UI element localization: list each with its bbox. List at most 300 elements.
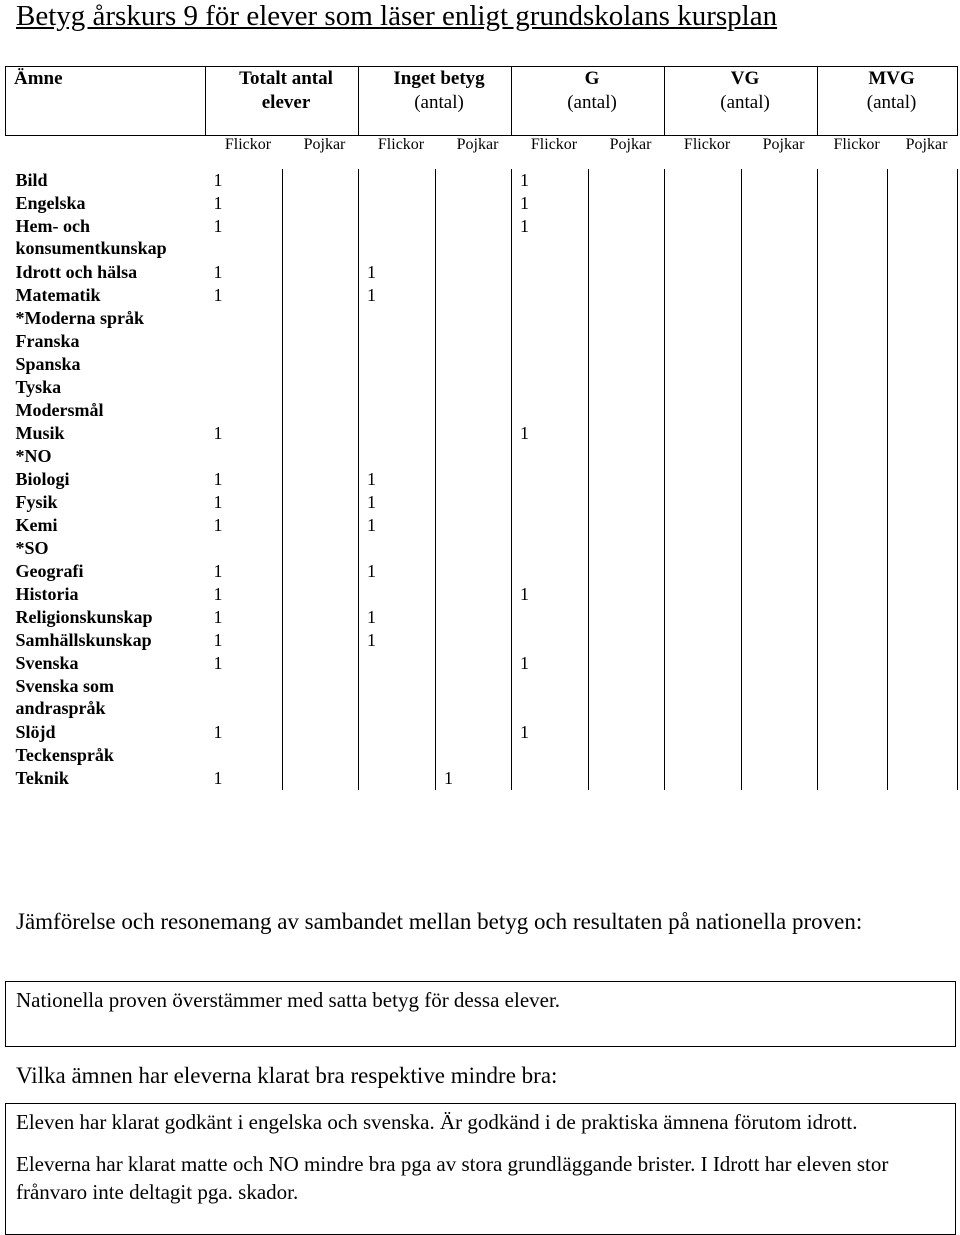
value-cell (888, 767, 958, 790)
value-cell (589, 330, 665, 353)
value-cell (283, 399, 359, 422)
value-cell (665, 606, 742, 629)
value-cell (665, 767, 742, 790)
table-row (6, 307, 958, 330)
value-cell (888, 169, 958, 192)
value-cell (359, 399, 436, 422)
value-cell (436, 560, 512, 583)
value-cell (283, 767, 359, 790)
value-cell (589, 744, 665, 767)
value-cell (589, 721, 665, 744)
value-cell (742, 169, 818, 192)
value-cell: 1 (359, 491, 436, 514)
value-cell (888, 675, 958, 721)
value-cell (818, 583, 888, 606)
value-cell (742, 629, 818, 652)
value-cell (665, 192, 742, 215)
value-cell: 1 (206, 192, 283, 215)
value-cell (665, 169, 742, 192)
table-row (6, 353, 958, 376)
value-cell (742, 468, 818, 491)
value-cell (665, 491, 742, 514)
value-cell (436, 537, 512, 560)
value-cell (888, 652, 958, 675)
value-cell (818, 629, 888, 652)
value-cell (436, 169, 512, 192)
value-cell (589, 307, 665, 330)
value-cell (283, 744, 359, 767)
subject-cell: Tyska (15, 377, 62, 397)
value-cell (206, 399, 283, 422)
table-row (6, 422, 958, 445)
value-cell (283, 629, 359, 652)
value-cell (283, 583, 359, 606)
value-cell (742, 583, 818, 606)
value-cell (818, 284, 888, 307)
value-cell (512, 514, 589, 537)
table-row (6, 261, 958, 284)
value-cell (818, 606, 888, 629)
value-cell (283, 675, 359, 721)
value-cell (283, 606, 359, 629)
subject-cell: Biologi (15, 469, 70, 489)
value-cell: 1 (206, 261, 283, 284)
value-cell (359, 675, 436, 721)
value-cell (512, 284, 589, 307)
value-cell: 1 (512, 215, 589, 261)
value-cell: 1 (359, 514, 436, 537)
value-cell (283, 422, 359, 445)
value-cell: 1 (206, 629, 283, 652)
value-cell (283, 284, 359, 307)
table-row (6, 491, 958, 514)
comparison-heading: Jämförelse och resonemang av sambandet mellan betyg och resultaten på nationella proven: (16, 909, 863, 934)
subject-cell: Teknik (15, 768, 69, 788)
value-cell (888, 376, 958, 399)
subject-cell: Slöjd (15, 722, 56, 742)
value-cell (283, 652, 359, 675)
subject-cell: Kemi (15, 515, 58, 535)
value-cell (283, 537, 359, 560)
value-cell (436, 721, 512, 744)
value-cell (283, 215, 359, 261)
value-cell (888, 606, 958, 629)
subject-cell: Religionskunskap (15, 607, 153, 627)
value-cell (283, 330, 359, 353)
subject-cell: *NO (15, 446, 52, 466)
subject-cell: Idrott och hälsa (15, 262, 138, 282)
subheader-cell: Flickor (833, 136, 880, 153)
subject-cell: Historia (15, 584, 79, 604)
value-cell: 1 (206, 514, 283, 537)
value-cell (665, 307, 742, 330)
value-cell (436, 629, 512, 652)
subject-cell: Teckenspråk (15, 745, 114, 765)
table-row (6, 583, 958, 606)
table-row (6, 376, 958, 399)
value-cell: 1 (206, 468, 283, 491)
value-cell (436, 468, 512, 491)
value-cell (818, 468, 888, 491)
value-cell (818, 376, 888, 399)
value-cell (283, 445, 359, 468)
value-cell (742, 353, 818, 376)
value-cell: 1 (512, 583, 589, 606)
value-cell (888, 422, 958, 445)
value-cell (665, 468, 742, 491)
value-cell (436, 445, 512, 468)
value-cell (742, 767, 818, 790)
value-cell (359, 376, 436, 399)
value-cell (665, 721, 742, 744)
value-cell (742, 491, 818, 514)
value-cell (888, 560, 958, 583)
table-row (6, 652, 958, 675)
value-cell (512, 606, 589, 629)
value-cell (818, 721, 888, 744)
value-cell (436, 422, 512, 445)
value-cell (665, 353, 742, 376)
subheader-cell: Flickor (530, 136, 578, 153)
subjects-review-heading: Vilka ämnen har eleverna klarat bra respektive mindre bra: (16, 1063, 558, 1088)
value-cell (359, 583, 436, 606)
value-cell (888, 445, 958, 468)
value-cell (742, 537, 818, 560)
table-row (6, 468, 958, 491)
header-total: Totalt antal elever (206, 67, 359, 136)
value-cell: 1 (206, 491, 283, 514)
value-cell (283, 376, 359, 399)
value-cell (436, 215, 512, 261)
subheader-cell: Pojkar (762, 136, 805, 153)
value-cell (589, 215, 665, 261)
value-cell (359, 652, 436, 675)
value-cell (436, 491, 512, 514)
value-cell: 1 (206, 560, 283, 583)
value-cell (742, 652, 818, 675)
value-cell (436, 514, 512, 537)
value-cell (818, 422, 888, 445)
value-cell (589, 491, 665, 514)
table-row (6, 192, 958, 215)
value-cell (283, 261, 359, 284)
value-cell (888, 399, 958, 422)
value-cell (742, 399, 818, 422)
value-cell (589, 514, 665, 537)
value-cell (589, 353, 665, 376)
value-cell (359, 192, 436, 215)
value-cell (888, 307, 958, 330)
value-cell (512, 468, 589, 491)
value-cell (589, 675, 665, 721)
value-cell (512, 307, 589, 330)
value-cell (206, 307, 283, 330)
table-row (6, 606, 958, 629)
value-cell (589, 560, 665, 583)
value-cell: 1 (206, 422, 283, 445)
value-cell (436, 652, 512, 675)
value-cell (436, 744, 512, 767)
value-cell (818, 169, 888, 192)
value-cell (283, 353, 359, 376)
value-cell: 1 (359, 606, 436, 629)
value-cell (359, 307, 436, 330)
value-cell (589, 606, 665, 629)
grades-table (5, 66, 958, 790)
value-cell (359, 721, 436, 744)
value-cell (818, 652, 888, 675)
value-cell (665, 560, 742, 583)
value-cell (742, 560, 818, 583)
value-cell (665, 399, 742, 422)
table-row (6, 215, 958, 261)
value-cell (665, 537, 742, 560)
value-cell (888, 629, 958, 652)
value-cell: 1 (359, 284, 436, 307)
value-cell (359, 169, 436, 192)
value-cell (742, 215, 818, 261)
table-row (6, 169, 958, 192)
value-cell (436, 284, 512, 307)
subject-cell: Fysik (15, 492, 58, 512)
header-g: G (antal) (512, 67, 665, 136)
header-no-grade: Inget betyg (antal) (359, 67, 512, 136)
value-cell (665, 261, 742, 284)
value-cell: 1 (206, 215, 283, 261)
value-cell (436, 192, 512, 215)
subject-cell: Geografi (15, 561, 84, 581)
value-cell: 1 (436, 767, 512, 790)
subject-cell: Svenska (15, 653, 79, 673)
value-cell (436, 376, 512, 399)
table-row (6, 721, 958, 744)
value-cell: 1 (359, 629, 436, 652)
value-cell (512, 353, 589, 376)
value-cell (742, 422, 818, 445)
value-cell (742, 261, 818, 284)
value-cell (359, 767, 436, 790)
subject-cell: *SO (15, 538, 49, 558)
value-cell (818, 215, 888, 261)
table-row (6, 399, 958, 422)
value-cell (206, 353, 283, 376)
table-row (6, 537, 958, 560)
value-cell (589, 445, 665, 468)
value-cell (283, 307, 359, 330)
subheader-cell: Flickor (224, 136, 272, 153)
value-cell (888, 353, 958, 376)
value-cell (888, 491, 958, 514)
value-cell: 1 (206, 606, 283, 629)
value-cell (206, 376, 283, 399)
value-cell (512, 261, 589, 284)
value-cell (888, 744, 958, 767)
subheader-cell: Pojkar (456, 136, 499, 153)
value-cell (589, 583, 665, 606)
value-cell (436, 330, 512, 353)
value-cell (665, 445, 742, 468)
value-cell: 1 (512, 192, 589, 215)
value-cell (818, 330, 888, 353)
table-row (6, 514, 958, 537)
value-cell (512, 330, 589, 353)
value-cell (818, 560, 888, 583)
header-subject: Ämne (6, 67, 206, 136)
table-row (6, 284, 958, 307)
value-cell (742, 284, 818, 307)
value-cell (888, 284, 958, 307)
value-cell (283, 514, 359, 537)
value-cell (665, 284, 742, 307)
subject-cell: Musik (15, 423, 65, 443)
subheader-cell: Pojkar (303, 136, 346, 153)
subject-cell: Modersmål (15, 400, 104, 420)
value-cell (512, 491, 589, 514)
value-cell (665, 583, 742, 606)
value-cell (742, 675, 818, 721)
value-cell (589, 169, 665, 192)
subheader-row (6, 136, 958, 170)
value-cell (665, 330, 742, 353)
value-cell (359, 445, 436, 468)
value-cell (665, 652, 742, 675)
value-cell (589, 192, 665, 215)
page-title: Betyg årskurs 9 för elever som läser enligt grundskolans kursplan (16, 0, 778, 32)
value-cell (206, 445, 283, 468)
value-cell: 1 (359, 468, 436, 491)
value-cell (818, 445, 888, 468)
table-row (6, 445, 958, 468)
value-cell (436, 307, 512, 330)
value-cell (818, 192, 888, 215)
value-cell (512, 445, 589, 468)
subjects-review-paragraph-2: Eleverna har klarat matte och NO mindre bra pga av stora grundläggande brister. I Idrott har eleven stor frånvaro inte deltagit pga. skador. (16, 1152, 889, 1204)
value-cell (512, 767, 589, 790)
value-cell (888, 514, 958, 537)
subjects-review-paragraph-1: Eleven har klarat godkänt i engelska och svenska. Är godkänd i de praktiska ämnena förutom idrott. (16, 1110, 858, 1134)
value-cell (589, 629, 665, 652)
value-cell (665, 744, 742, 767)
value-cell: 1 (206, 583, 283, 606)
value-cell (436, 675, 512, 721)
table-row (6, 629, 958, 652)
value-cell: 1 (512, 652, 589, 675)
subject-cell: Engelska (15, 193, 86, 213)
value-cell (436, 399, 512, 422)
value-cell: 1 (206, 284, 283, 307)
value-cell (283, 560, 359, 583)
value-cell (888, 192, 958, 215)
value-cell (512, 560, 589, 583)
value-cell (665, 215, 742, 261)
value-cell: 1 (206, 721, 283, 744)
value-cell (742, 192, 818, 215)
value-cell (283, 491, 359, 514)
value-cell (436, 261, 512, 284)
value-cell (436, 583, 512, 606)
subheader-cell: Flickor (683, 136, 731, 153)
value-cell (206, 330, 283, 353)
value-cell (589, 767, 665, 790)
value-cell (665, 376, 742, 399)
value-cell (512, 537, 589, 560)
subject-cell: Hem- och konsumentkunskap (15, 216, 167, 258)
value-cell (888, 261, 958, 284)
value-cell (742, 606, 818, 629)
subject-cell: *Moderna språk (15, 308, 145, 328)
value-cell (818, 261, 888, 284)
subject-cell: Spanska (15, 354, 81, 374)
value-cell (665, 514, 742, 537)
table-row (6, 767, 958, 790)
header-mvg: MVG (antal) (818, 67, 958, 136)
table-row (6, 330, 958, 353)
subject-cell: Matematik (15, 285, 101, 305)
value-cell (512, 629, 589, 652)
value-cell (589, 652, 665, 675)
value-cell (818, 744, 888, 767)
subject-cell: Svenska som andraspråk (15, 676, 115, 718)
header-row (6, 67, 958, 136)
value-cell (359, 744, 436, 767)
value-cell (665, 675, 742, 721)
value-cell (818, 675, 888, 721)
value-cell (283, 169, 359, 192)
value-cell (436, 353, 512, 376)
subjects-review-box (5, 1103, 956, 1235)
value-cell (359, 422, 436, 445)
value-cell: 1 (512, 721, 589, 744)
value-cell (742, 330, 818, 353)
value-cell (206, 675, 283, 721)
value-cell: 1 (206, 767, 283, 790)
value-cell: 1 (359, 261, 436, 284)
value-cell (888, 330, 958, 353)
value-cell: 1 (512, 169, 589, 192)
value-cell (742, 514, 818, 537)
header-vg: VG (antal) (665, 67, 818, 136)
value-cell (359, 215, 436, 261)
value-cell: 1 (206, 169, 283, 192)
value-cell (206, 744, 283, 767)
value-cell (818, 353, 888, 376)
value-cell (589, 261, 665, 284)
value-cell (665, 422, 742, 445)
value-cell (742, 721, 818, 744)
value-cell (888, 537, 958, 560)
comparison-box (5, 981, 956, 1047)
value-cell (888, 721, 958, 744)
value-cell (283, 192, 359, 215)
value-cell (512, 376, 589, 399)
comparison-text: Nationella proven överstämmer med satta betyg för dessa elever. (16, 988, 561, 1012)
subheader-cell: Pojkar (905, 136, 948, 153)
value-cell (888, 583, 958, 606)
value-cell (512, 744, 589, 767)
value-cell (512, 675, 589, 721)
value-cell (589, 537, 665, 560)
subject-cell: Samhällskunskap (15, 630, 152, 650)
value-cell (512, 399, 589, 422)
value-cell (589, 399, 665, 422)
value-cell (589, 422, 665, 445)
value-cell (742, 445, 818, 468)
value-cell (359, 330, 436, 353)
value-cell (283, 721, 359, 744)
table-row (6, 744, 958, 767)
value-cell (665, 629, 742, 652)
table-row (6, 560, 958, 583)
